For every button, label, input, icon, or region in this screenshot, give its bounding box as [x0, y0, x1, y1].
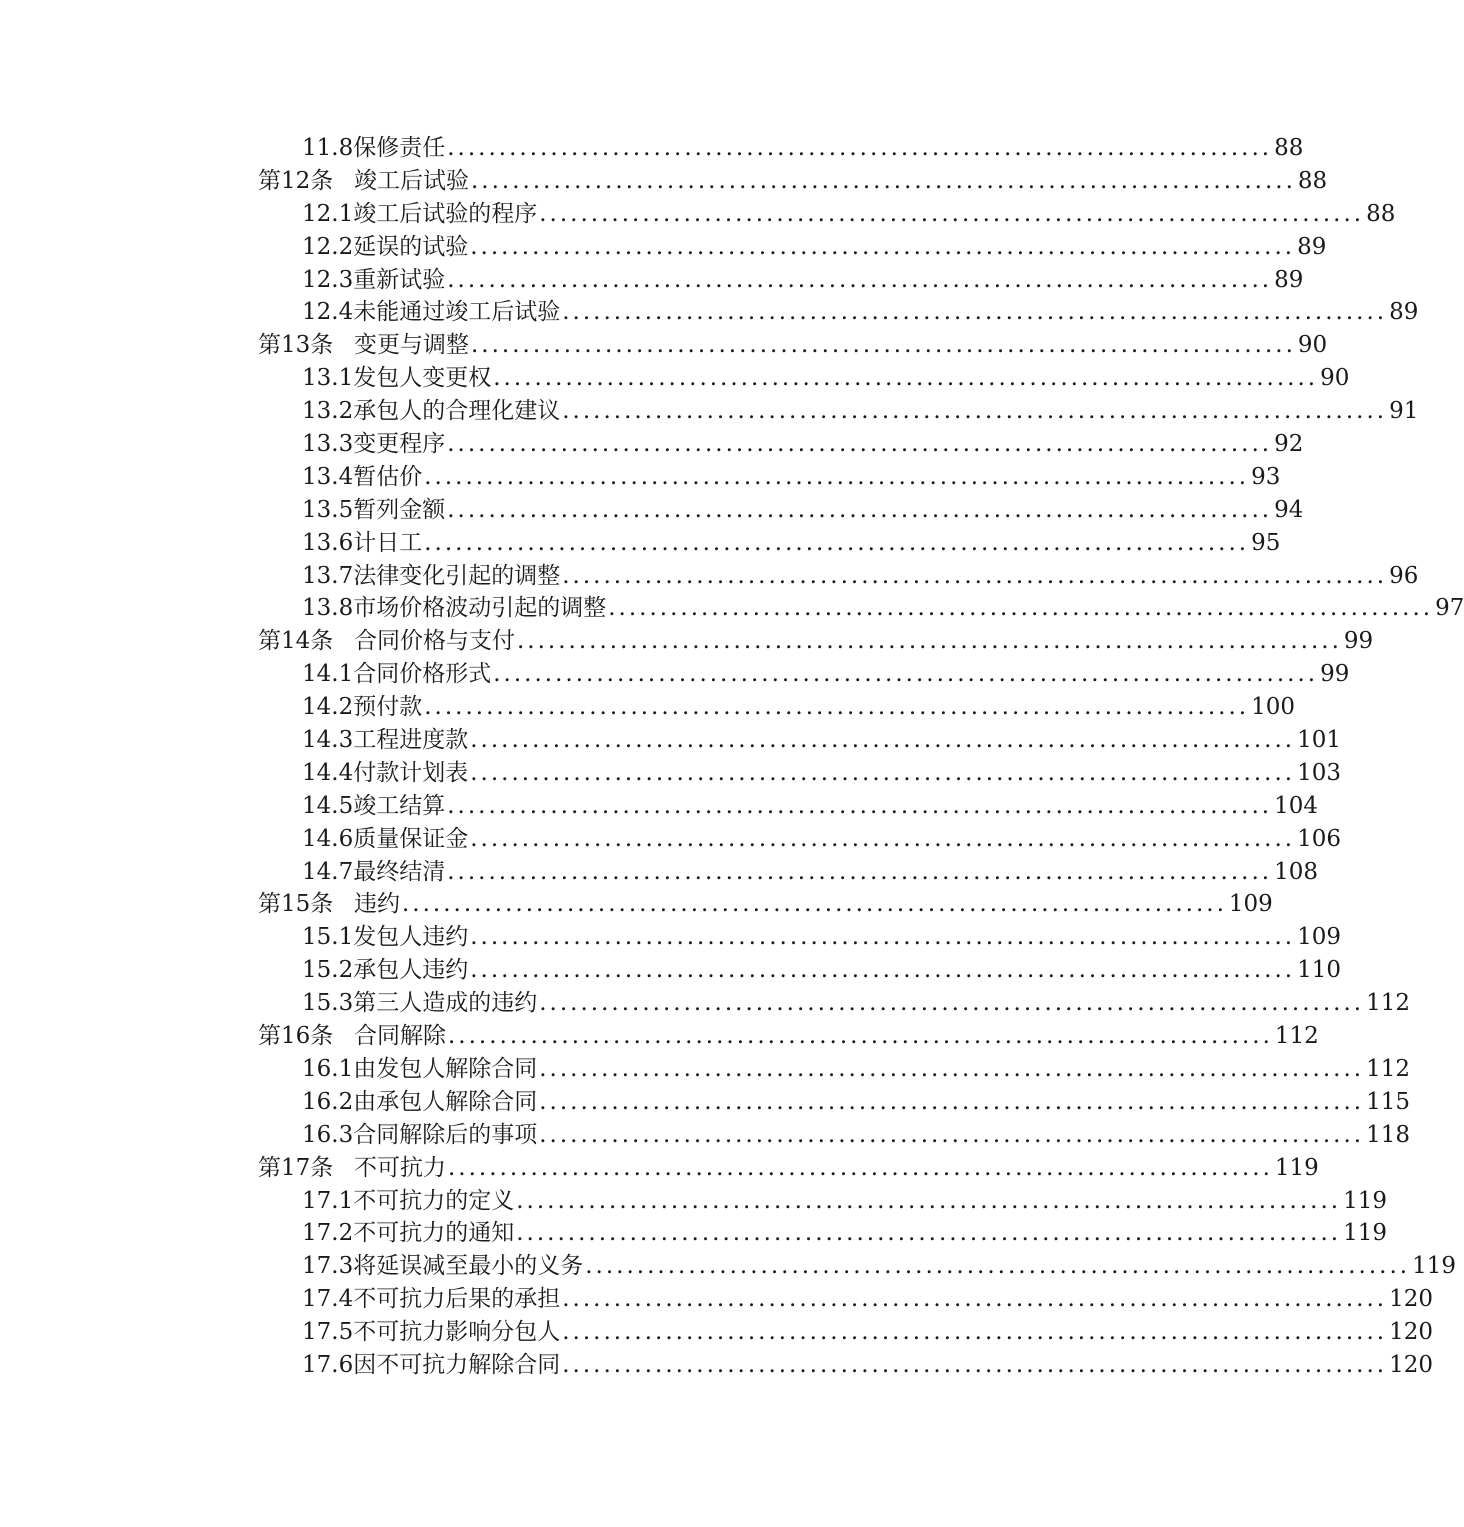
toc-section-entry[interactable] [258, 428, 1304, 461]
toc-leader-dots: ................................................................................ [470, 727, 1296, 754]
toc-section-label: 12.2延误的试验 [302, 233, 469, 260]
toc-page-number: 119 [1412, 1253, 1457, 1280]
toc-page-number: 115 [1366, 1088, 1411, 1115]
toc-section-label: 17.5不可抗力影响分包人 [302, 1319, 561, 1346]
toc-section-entry[interactable] [258, 856, 1319, 889]
toc-leader-dots: ................................................................................ [516, 1187, 1342, 1214]
toc-page-number: 106 [1297, 825, 1342, 852]
toc-page-number: 119 [1343, 1187, 1388, 1214]
toc-section-entry[interactable] [258, 1053, 1411, 1086]
toc-leader-dots: ................................................................................ [471, 332, 1296, 359]
toc-section-entry[interactable] [258, 231, 1327, 264]
toc-section-entry[interactable] [258, 921, 1342, 954]
toc-chapter-number: 第13条 [258, 332, 334, 359]
toc-section-label: 14.5竣工结算 [302, 792, 446, 819]
toc-leader-dots: ................................................................................ [517, 628, 1342, 655]
toc-section-entry[interactable] [258, 1185, 1388, 1218]
toc-page-number: 100 [1251, 694, 1296, 721]
toc-section-label: 15.2承包人违约 [302, 957, 469, 984]
toc-leader-dots: ................................................................................ [562, 1286, 1388, 1313]
toc-page-number: 103 [1297, 759, 1342, 786]
toc-section-label: 14.7最终结清 [302, 858, 446, 885]
toc-chapter-heading [258, 329, 471, 362]
toc-page-number: 88 [1274, 135, 1304, 161]
toc-leader-dots: ................................................................................ [539, 1055, 1365, 1082]
toc-page-number: 89 [1274, 266, 1304, 293]
toc-chapter-number: 第15条 [258, 891, 334, 918]
toc-leader-dots: ................................................................................ [447, 858, 1273, 885]
toc-section-entry[interactable] [258, 954, 1342, 987]
toc-leader-dots: ................................................................................ [516, 1220, 1342, 1247]
toc-page-number: 88 [1366, 200, 1396, 227]
toc-section-label: 12.4未能通过竣工后试验 [302, 299, 561, 326]
toc-section-entry[interactable] [258, 1086, 1411, 1119]
toc-page-number: 120 [1389, 1351, 1434, 1378]
toc-leader-dots: ................................................................................ [470, 924, 1296, 951]
toc-section-entry[interactable] [258, 1119, 1411, 1152]
toc-leader-dots: ................................................................................ [562, 299, 1388, 326]
toc-section-label: 17.6因不可抗力解除合同 [302, 1351, 561, 1378]
toc-leader-dots: ................................................................................ [539, 200, 1365, 227]
toc-leader-dots: ................................................................................ [539, 990, 1365, 1017]
toc-leader-dots: ................................................................................ [539, 1088, 1365, 1115]
toc-section-label: 13.1发包人变更权 [302, 365, 492, 392]
toc-section-label: 15.3第三人造成的违约 [302, 990, 538, 1017]
toc-section-entry[interactable] [258, 658, 1350, 691]
toc-section-label: 13.7法律变化引起的调整 [302, 562, 561, 589]
toc-section-entry[interactable] [258, 494, 1304, 527]
toc-section-entry[interactable] [258, 1283, 1434, 1316]
toc-leader-dots: ................................................................................ [608, 595, 1434, 622]
toc-chapter-heading [258, 625, 517, 658]
toc-chapter-title: 合同价格与支付 [354, 628, 515, 655]
toc-leader-dots: ................................................................................ [562, 1351, 1388, 1378]
toc-page-number: 93 [1251, 463, 1281, 490]
toc-page-number: 101 [1297, 727, 1342, 754]
toc-section-entry[interactable] [258, 461, 1281, 494]
toc-section-entry[interactable] [258, 1349, 1434, 1382]
toc-section-entry[interactable] [258, 1250, 1457, 1283]
toc-section-entry[interactable] [258, 987, 1411, 1020]
toc-section-entry[interactable] [258, 296, 1419, 329]
toc-section-label: 13.2承包人的合理化建议 [302, 398, 561, 425]
toc-leader-dots: ................................................................................ [470, 957, 1296, 984]
toc-section-entry[interactable] [258, 592, 1464, 625]
toc-leader-dots: ................................................................................ [447, 496, 1273, 523]
toc-section-label: 17.3将延误减至最小的义务 [302, 1253, 584, 1280]
toc-page-number: 97 [1435, 595, 1464, 622]
toc-section-label: 13.5暂列金额 [302, 496, 446, 523]
toc-section-label: 16.1由发包人解除合同 [302, 1055, 538, 1082]
toc-page-number: 99 [1343, 628, 1374, 655]
toc-chapter-title: 竣工后试验 [354, 167, 469, 194]
toc-leader-dots: ................................................................................ [447, 792, 1273, 819]
toc-page-number: 104 [1274, 792, 1319, 819]
toc-leader-dots: ................................................................................ [539, 1121, 1365, 1148]
toc-chapter-entry[interactable] [258, 888, 1273, 921]
toc-chapter-heading [258, 1020, 448, 1053]
toc-section-label: 14.6质量保证金 [302, 825, 469, 852]
toc-page-number: 96 [1389, 562, 1419, 589]
table-of-contents [258, 132, 1464, 1382]
toc-section-entry[interactable] [258, 395, 1419, 428]
toc-page-number: 119 [1343, 1220, 1388, 1247]
toc-chapter-heading [258, 165, 471, 198]
toc-page-number: 120 [1389, 1319, 1434, 1346]
toc-chapter-entry[interactable] [258, 165, 1328, 198]
toc-chapter-heading [258, 888, 402, 921]
toc-section-entry[interactable] [258, 757, 1342, 790]
toc-leader-dots: ................................................................................ [470, 825, 1296, 852]
toc-leader-dots: ................................................................................ [424, 694, 1250, 721]
toc-chapter-title: 违约 [354, 891, 400, 918]
toc-section-entry[interactable] [258, 362, 1350, 395]
toc-chapter-heading [258, 1152, 448, 1185]
toc-section-label: 14.2预付款 [302, 694, 423, 721]
toc-leader-dots: ................................................................................ [447, 135, 1273, 161]
toc-section-label: 13.6计日工 [302, 529, 423, 556]
toc-section-label: 11.8保修责任 [302, 135, 446, 161]
toc-leader-dots: ................................................................................ [562, 1319, 1388, 1346]
toc-page-number: 118 [1366, 1121, 1411, 1148]
toc-section-entry[interactable] [258, 527, 1281, 560]
toc-leader-dots: ................................................................................ [493, 365, 1319, 392]
toc-page-number: 95 [1251, 529, 1281, 556]
toc-page-number: 90 [1320, 365, 1350, 392]
toc-page-number: 112 [1274, 1023, 1319, 1050]
toc-leader-dots: ................................................................................ [562, 398, 1388, 425]
toc-chapter-title: 合同解除 [354, 1023, 446, 1050]
toc-leader-dots: ................................................................................ [470, 759, 1296, 786]
toc-leader-dots: ................................................................................ [585, 1253, 1411, 1280]
toc-chapter-number: 第14条 [258, 628, 334, 655]
toc-leader-dots: ................................................................................ [424, 463, 1250, 490]
toc-section-label: 13.8市场价格波动引起的调整 [302, 595, 607, 622]
toc-section-label: 17.2不可抗力的通知 [302, 1220, 515, 1247]
toc-chapter-title: 变更与调整 [354, 332, 469, 359]
toc-section-label: 14.1合同价格形式 [302, 661, 492, 688]
toc-section-entry[interactable] [258, 264, 1304, 297]
toc-page-number: 112 [1366, 990, 1411, 1017]
toc-section-entry[interactable] [258, 198, 1396, 231]
toc-page-number: 109 [1228, 891, 1273, 918]
toc-section-entry[interactable] [258, 823, 1342, 856]
toc-section-label: 16.2由承包人解除合同 [302, 1088, 538, 1115]
toc-page-number: 110 [1297, 957, 1342, 984]
toc-page-number: 94 [1274, 496, 1304, 523]
toc-section-entry[interactable] [258, 1316, 1434, 1349]
toc-section-label: 13.3变更程序 [302, 431, 446, 458]
toc-page-number: 90 [1297, 332, 1328, 359]
toc-page-number: 91 [1389, 398, 1419, 425]
toc-section-entry[interactable] [258, 1217, 1388, 1250]
toc-section-label: 13.4暂估价 [302, 463, 423, 490]
toc-page-number: 92 [1274, 431, 1304, 458]
toc-section-label: 12.3重新试验 [302, 266, 446, 293]
toc-leader-dots: ................................................................................ [402, 891, 1227, 918]
toc-section-label: 14.4付款计划表 [302, 759, 469, 786]
toc-page-number: 120 [1389, 1286, 1434, 1313]
toc-section-entry[interactable] [258, 132, 1304, 165]
toc-chapter-entry[interactable] [258, 625, 1374, 658]
toc-section-entry[interactable] [258, 691, 1296, 724]
toc-leader-dots: ................................................................................ [447, 266, 1273, 293]
toc-chapter-entry[interactable] [258, 329, 1328, 362]
toc-section-label: 17.1不可抗力的定义 [302, 1187, 515, 1214]
toc-leader-dots: ................................................................................ [493, 661, 1319, 688]
toc-chapter-entry[interactable] [258, 1152, 1319, 1185]
toc-section-entry[interactable] [258, 790, 1319, 823]
toc-page-number: 112 [1366, 1055, 1411, 1082]
toc-section-entry[interactable] [258, 724, 1342, 757]
toc-page-number: 99 [1320, 661, 1350, 688]
toc-section-label: 14.3工程进度款 [302, 727, 469, 754]
toc-page-number: 89 [1297, 233, 1327, 260]
toc-leader-dots: ................................................................................ [448, 1154, 1273, 1181]
toc-leader-dots: ................................................................................ [471, 167, 1296, 194]
toc-section-label: 15.1发包人违约 [302, 924, 469, 951]
toc-section-label: 16.3合同解除后的事项 [302, 1121, 538, 1148]
toc-chapter-entry[interactable] [258, 1020, 1319, 1053]
toc-leader-dots: ................................................................................ [447, 431, 1273, 458]
toc-leader-dots: ................................................................................ [562, 562, 1388, 589]
toc-page-number: 108 [1274, 858, 1319, 885]
toc-chapter-number: 第16条 [258, 1023, 334, 1050]
toc-chapter-number: 第17条 [258, 1154, 334, 1181]
toc-section-entry[interactable] [258, 560, 1419, 593]
toc-chapter-number: 第12条 [258, 167, 334, 194]
toc-chapter-title: 不可抗力 [354, 1154, 446, 1181]
toc-leader-dots: ................................................................................ [470, 233, 1296, 260]
toc-page-number: 89 [1389, 299, 1419, 326]
toc-page-number: 109 [1297, 924, 1342, 951]
toc-section-label: 17.4不可抗力后果的承担 [302, 1286, 561, 1313]
toc-section-label: 12.1竣工后试验的程序 [302, 200, 538, 227]
toc-leader-dots: ................................................................................ [448, 1023, 1273, 1050]
toc-page-number: 119 [1274, 1154, 1319, 1181]
toc-leader-dots: ................................................................................ [424, 529, 1250, 556]
toc-page-number: 88 [1297, 167, 1328, 194]
